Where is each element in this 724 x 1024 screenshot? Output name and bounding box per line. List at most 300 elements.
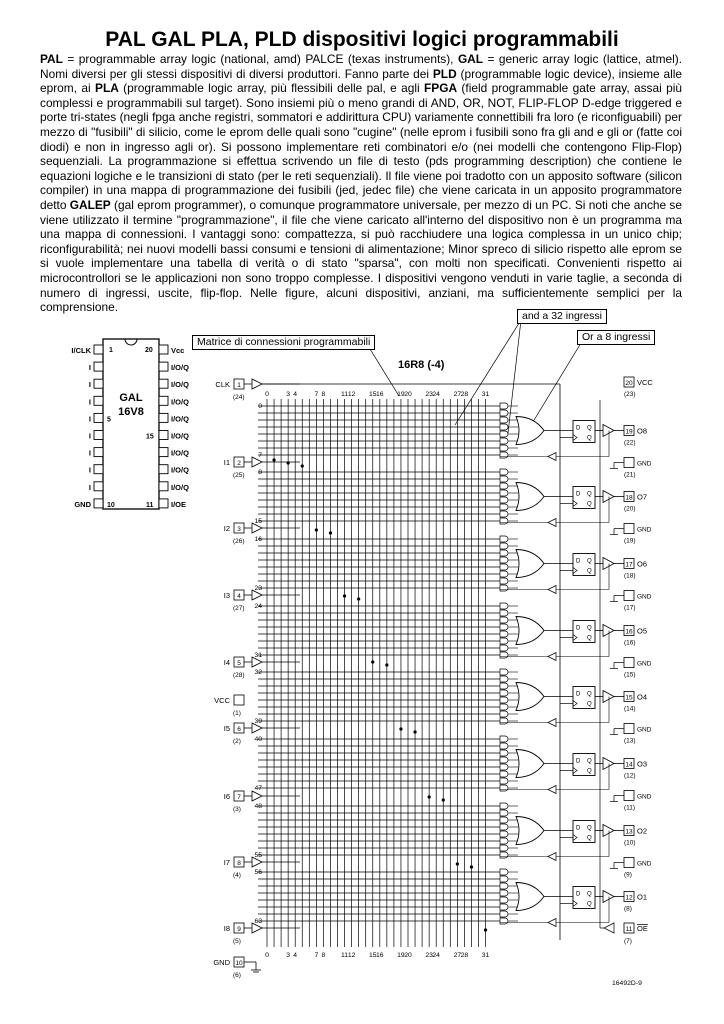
and-gate <box>500 683 508 689</box>
callout-and-leader <box>455 320 521 425</box>
ff-qbar-label: Q <box>587 768 592 775</box>
gnd-pin-box <box>624 658 634 668</box>
oe-pin-number: 11 <box>625 926 633 933</box>
column-label-bottom: 20 <box>404 952 412 959</box>
left-pin-label: GND <box>74 499 91 509</box>
and-gate <box>500 624 508 630</box>
and-gate <box>500 697 508 703</box>
ff-qbar-label: Q <box>587 701 592 708</box>
chip-name: GAL <box>119 392 143 404</box>
ff-d-label: D <box>576 425 581 432</box>
ff-d-label: D <box>576 691 581 698</box>
column-label-top: 4 <box>293 391 298 398</box>
left-pin-label: I/CLK <box>71 346 91 355</box>
and-gate <box>500 410 508 416</box>
right-pin-label: I/O/Q <box>171 414 189 424</box>
d-flip-flop <box>573 421 595 443</box>
ff-d-label: D <box>576 825 581 832</box>
right-pin-label: I/OE <box>171 499 187 509</box>
input-pin-number: 5 <box>237 660 241 667</box>
gnd-pin-label: GND <box>637 460 652 468</box>
and-gate <box>500 876 508 882</box>
and-gate <box>500 778 508 784</box>
ff-d-label: D <box>576 891 581 898</box>
and-gate <box>500 869 508 875</box>
pin-number-10: 10 <box>107 501 115 509</box>
gnd-pin-label: GND <box>637 726 652 734</box>
ff-d-label: D <box>576 758 581 765</box>
and-gate <box>500 511 508 517</box>
column-label-bottom: 3 <box>286 952 291 959</box>
callout-and-gate: and a 32 ingressi <box>517 309 607 324</box>
input-pin-number: 3 <box>237 526 241 533</box>
row-label: 8 <box>258 469 262 476</box>
gnd-pkg-label: (21) <box>624 471 636 479</box>
callout-connection-matrix: Matrice di connessioni programmabili <box>192 335 375 350</box>
or-gate <box>516 550 544 578</box>
row-label: 31 <box>254 652 262 659</box>
output-buffer <box>603 625 614 637</box>
pin-number-15: 15 <box>146 433 154 441</box>
input-pin-number: 1 <box>237 382 241 389</box>
and-gate <box>500 785 508 791</box>
and-gate <box>500 557 508 563</box>
left-pin-label: I <box>88 414 91 424</box>
column-label-top: 24 <box>432 391 440 398</box>
input-pkg-label: (2) <box>233 738 241 745</box>
gnd-pin-box <box>624 591 634 601</box>
and-gate <box>500 676 508 682</box>
row-label: 7 <box>258 452 262 459</box>
left-pin-label: I <box>88 465 91 475</box>
feedback-buffer <box>548 653 556 661</box>
and-gate <box>500 704 508 710</box>
d-flip-flop <box>573 754 595 776</box>
power-pkg-label: (6) <box>233 972 241 979</box>
connection-dot <box>301 464 304 467</box>
and-gate <box>500 897 508 903</box>
and-gate <box>500 578 508 584</box>
ff-q-label: Q <box>587 558 592 565</box>
output-pkg-label: (14) <box>624 705 636 713</box>
d-flip-flop <box>573 554 595 576</box>
vcc-pkg-label: (23) <box>624 391 636 398</box>
gnd-pin-box <box>624 858 634 868</box>
output-name-label: O6 <box>637 559 648 569</box>
output-pkg-label: (18) <box>624 572 636 580</box>
page-title: PAL GAL PLA, PLD dispositivi logici programmabili <box>105 28 619 51</box>
part-number-label: 16R8 (-4) <box>398 359 445 371</box>
input-name-label: I8 <box>223 924 230 933</box>
ff-qbar-label: Q <box>587 635 592 642</box>
right-pin-label: I/O/Q <box>171 363 189 373</box>
power-pkg-label: (1) <box>233 710 241 717</box>
and-gate <box>500 918 508 924</box>
input-pin-number: 7 <box>237 794 241 801</box>
pin-number-1: 1 <box>109 347 113 354</box>
or-gate <box>516 683 544 711</box>
bold-term: PLA <box>95 81 119 96</box>
gnd-pkg-label: (19) <box>624 537 636 545</box>
and-gate <box>500 810 508 816</box>
input-buffer <box>252 791 262 801</box>
and-gate <box>500 645 508 651</box>
bold-term: PAL <box>40 52 63 66</box>
and-gate <box>500 518 508 524</box>
d-flip-flop <box>573 487 595 509</box>
output-pin-number: 17 <box>625 561 633 569</box>
input-pkg-label: (25) <box>233 472 245 479</box>
chip-model: 16V8 <box>118 406 144 418</box>
and-gate <box>500 750 508 756</box>
gnd-pkg-label: (15) <box>624 671 636 679</box>
vcc-name-label: VCC <box>637 378 653 387</box>
right-pin-label: Vcc <box>171 346 185 355</box>
and-gate <box>500 631 508 637</box>
input-pkg-label: (4) <box>233 872 241 879</box>
output-pkg-label: (22) <box>624 439 636 447</box>
output-buffer <box>603 425 614 437</box>
connection-dot <box>385 663 388 666</box>
gnd-pkg-label: (17) <box>624 604 636 612</box>
callout-matrix-leader <box>370 349 399 396</box>
row-label: 0 <box>258 403 262 410</box>
gnd-pin-box <box>624 458 634 468</box>
and-gate <box>500 824 508 830</box>
column-label-bottom: 4 <box>293 952 298 959</box>
connection-dot <box>470 865 473 868</box>
ff-q-label: Q <box>587 425 592 432</box>
input-pkg-label: (24) <box>233 394 245 401</box>
left-pin-label: I <box>88 448 91 458</box>
connection-dot <box>287 461 290 464</box>
input-pkg-label: (5) <box>233 938 241 945</box>
or-gate <box>516 750 544 778</box>
column-label-bottom: 7 <box>314 952 319 959</box>
or-gate <box>516 417 544 445</box>
and-gate <box>500 711 508 717</box>
column-label-top: 8 <box>321 391 326 398</box>
and-gate <box>500 417 508 423</box>
input-pin-number: 2 <box>237 460 241 467</box>
and-gate <box>500 403 508 409</box>
power-pin-box <box>234 695 244 705</box>
feedback-buffer <box>548 786 556 794</box>
and-gate <box>500 831 508 837</box>
column-label-bottom: 19 <box>397 952 405 959</box>
and-gate <box>500 490 508 496</box>
and-gate <box>500 652 508 658</box>
input-name-label: CLK <box>215 380 230 389</box>
column-label-bottom: 28 <box>460 952 469 959</box>
or-gate <box>516 483 544 511</box>
ff-q-label: Q <box>587 625 592 632</box>
ff-qbar-label: Q <box>587 435 592 442</box>
output-buffer <box>603 891 614 903</box>
column-label-bottom: 8 <box>321 952 326 959</box>
and-gate <box>500 431 508 437</box>
input-name-label: I2 <box>223 524 230 533</box>
oe-buffer <box>604 923 614 933</box>
connection-dot <box>442 798 445 801</box>
ff-qbar-label: Q <box>587 835 592 842</box>
output-pkg-label: (8) <box>624 905 632 913</box>
row-label: 63 <box>254 918 262 925</box>
bold-term: GALEP <box>69 197 111 212</box>
column-label-bottom: 0 <box>265 952 269 959</box>
d-flip-flop <box>573 821 595 843</box>
gnd-pin-box <box>624 524 634 534</box>
gnd-pin-label: GND <box>637 793 652 801</box>
right-pin-label: I/O/Q <box>171 380 189 390</box>
gnd-pin-label: GND <box>637 593 652 601</box>
ff-q-label: Q <box>587 891 592 898</box>
connection-dot <box>399 727 402 730</box>
column-label-top: 0 <box>265 391 269 398</box>
pin-number-20: 20 <box>145 347 153 354</box>
output-pin-number: 18 <box>625 494 633 502</box>
bold-term: PLD <box>432 66 457 81</box>
and-gate <box>500 690 508 696</box>
and-gate <box>500 638 508 644</box>
column-label-top: 27 <box>453 391 462 398</box>
column-label-bottom: 27 <box>453 952 462 959</box>
connection-dot <box>428 795 431 798</box>
and-gate <box>500 610 508 616</box>
and-gate <box>500 550 508 556</box>
and-gate <box>500 571 508 577</box>
row-label: 47 <box>254 785 262 792</box>
and-gate <box>500 904 508 910</box>
bold-term: FPGA <box>424 81 458 96</box>
input-name-label: VCC <box>214 696 230 705</box>
input-pin-number: 9 <box>237 926 241 933</box>
output-buffer <box>603 558 614 570</box>
column-label-top: 16 <box>376 391 384 398</box>
column-label-bottom: 23 <box>425 952 433 959</box>
ff-qbar-label: Q <box>587 501 592 508</box>
or-gate <box>516 817 544 845</box>
gnd-pin-label: GND <box>637 860 652 868</box>
output-pin-number: 15 <box>625 694 633 702</box>
column-label-bottom: 11 <box>341 952 349 959</box>
gnd-pin-label: GND <box>637 660 652 668</box>
gnd-pkg-label: (11) <box>624 804 636 812</box>
and-gate <box>500 585 508 591</box>
right-pin-label: I/O/Q <box>171 448 189 458</box>
gnd-pin-label: GND <box>637 526 652 534</box>
right-pin-label: I/O/Q <box>171 397 189 407</box>
column-label-top: 20 <box>404 391 412 398</box>
and-gate <box>500 911 508 917</box>
left-pin-label: I <box>88 482 91 492</box>
and-gate <box>500 617 508 623</box>
input-pkg-label: (27) <box>233 605 245 612</box>
row-label: 32 <box>254 669 262 676</box>
column-label-top: 12 <box>347 391 356 398</box>
and-gate <box>500 852 508 858</box>
output-pin-number: 13 <box>625 828 633 836</box>
connection-dot <box>456 862 459 865</box>
ff-q-label: Q <box>587 491 592 498</box>
output-pin-number: 16 <box>625 628 633 636</box>
right-pin-label: I/O/Q <box>171 465 189 475</box>
and-gate <box>500 469 508 475</box>
column-label-top: 23 <box>425 391 433 398</box>
input-pin-number: 8 <box>237 860 241 867</box>
d-flip-flop <box>573 887 595 909</box>
pin-number-11: 11 <box>146 501 154 509</box>
and-gate <box>500 483 508 489</box>
oe-name-label: OE <box>637 924 648 933</box>
column-label-top: 3 <box>286 391 291 398</box>
and-gate <box>500 504 508 510</box>
column-label-bottom: 12 <box>347 952 356 959</box>
and-gate <box>500 497 508 503</box>
and-gate <box>500 718 508 724</box>
input-name-label: I1 <box>223 458 230 467</box>
connection-dot <box>484 928 487 931</box>
ff-qbar-label: Q <box>587 901 592 908</box>
and-gate <box>500 803 508 809</box>
left-pin-label: I <box>88 397 91 407</box>
output-name-label: O8 <box>637 426 648 436</box>
gnd-pkg-label: (9) <box>624 871 632 879</box>
and-gate <box>500 845 508 851</box>
figure-code: 16492D-9 <box>612 980 642 987</box>
output-pkg-label: (16) <box>624 639 636 647</box>
d-flip-flop <box>573 687 595 709</box>
input-name-label: GND <box>213 958 230 967</box>
feedback-buffer <box>548 919 556 927</box>
and-gate <box>500 743 508 749</box>
and-gate <box>500 543 508 549</box>
or-gate <box>516 617 544 645</box>
input-name-label: I3 <box>223 591 230 600</box>
column-label-top: 11 <box>341 391 349 398</box>
input-name-label: I6 <box>223 792 230 801</box>
and-gate <box>500 764 508 770</box>
feedback-buffer <box>548 586 556 594</box>
and-gate <box>500 476 508 482</box>
input-buffer <box>252 379 262 389</box>
and-gate <box>500 564 508 570</box>
left-pin-label: I <box>88 363 91 373</box>
output-pin-number: 12 <box>625 894 633 902</box>
or-gate <box>516 883 544 911</box>
column-label-bottom: 15 <box>368 952 377 959</box>
ff-qbar-label: Q <box>587 568 592 575</box>
and-gate <box>500 883 508 889</box>
input-pin-number: 4 <box>237 593 241 600</box>
connection-dot <box>343 594 346 597</box>
column-label-bottom: 16 <box>376 952 384 959</box>
row-label: 56 <box>254 869 262 876</box>
and-gate <box>500 890 508 896</box>
output-name-label: O7 <box>637 492 648 502</box>
and-gate <box>500 669 508 675</box>
output-buffer <box>603 825 614 837</box>
input-pkg-label: (3) <box>233 806 241 813</box>
bold-term: GAL <box>457 52 484 66</box>
left-pin-label: I <box>88 431 91 441</box>
output-name-label: O5 <box>637 626 648 636</box>
and-gate <box>500 536 508 542</box>
ff-q-label: Q <box>587 758 592 765</box>
feedback-buffer <box>548 453 556 461</box>
column-label-top: 31 <box>481 391 490 398</box>
input-name-label: I5 <box>223 724 230 733</box>
column-label-bottom: 24 <box>432 952 440 959</box>
input-pkg-label: (26) <box>233 538 245 545</box>
row-label: 48 <box>254 803 262 810</box>
row-label: 16 <box>254 536 262 543</box>
output-pkg-label: (20) <box>624 505 636 513</box>
gnd-pin-box <box>624 724 634 734</box>
and-gate <box>500 817 508 823</box>
output-pin-number: 19 <box>625 428 633 436</box>
ff-d-label: D <box>576 558 581 565</box>
and-gate <box>500 838 508 844</box>
oe-pkg-label: (7) <box>624 938 632 945</box>
ff-q-label: Q <box>587 691 592 698</box>
input-name-label: I4 <box>223 658 230 667</box>
output-buffer <box>603 758 614 770</box>
column-label-top: 7 <box>314 391 319 398</box>
callout-or-leader <box>528 343 581 430</box>
feedback-buffer <box>548 853 556 861</box>
output-name-label: O2 <box>637 826 648 836</box>
column-label-bottom: 31 <box>481 952 490 959</box>
body-paragraph: PAL = programmable array logic (national, amd) PALCE (texas instruments), GAL = generic array logic (lattice, atmel). Nomi diversi per gli stessi dispositivi di diversi produttori. Fanno parte dei PLD (programmable logic device), insieme alle eprom, ai PLA (programmable logic array, più flessibili delle pal, e agli FPGA (field programmable gate array, assai più complessi e programmabili sul target). Sono insiemi più o meno grandi di AND, OR, NOT, FLIP-FLOP D-edge triggered e porte tri-states (negli fpga anche registri, sommatori e addirittura CPU) variamente connettibili fra loro (e riconfiguabili) per mezzo di "fusibili" di silicio, come le eprom delle quali sono "cugine" (nelle eprom i fusibili sono fra gli and e gli or (fatte coi diodi) e non in ingresso agli or). Si possono implementare reti combinatori e/o (nei modelli che contengono Flip-Flop) sequenziali. La programmazione si effettua scrivendo un file di testo (pds programming description) che contiene le equazioni logiche e le transizioni di stato (per le reti sequenziali). Il file viene poi tradotto con un apposito software (silicon compiler) in una mappa di programmazione dei fusibili (jed, jedec file) che viene caricata in un apposito programmatore detto GALEP (gal eprom programmer), o comunque programmatore universale, per mezzo di un PC. Si noti che anche se viene utilizzato il termine "programmazione", il file che viene caricato all'interno del dispositivo non è un programma ma una mappa di connessioni. I vantaggi sono: compattezza, si può racchiudere una logica complessa in un unico chip; riconfigurabilità; nei nuovi modelli bassi consumi e tensioni di alimentazione; Minor spreco di silicio rispetto alle eprom se si vuole implementare una tabella di verità o di stato "sparsa", con molti non specificati. Convenienti rispetto ai microcontrollori se le applicazioni non sono troppo complesse. I dispositivi vengono venduti in varie taglie, a seconda di numero di ingressi, uscite, flip-flop. Nelle figure, alcuni dispositivi, anziani, ma sufficientemente semplici per la comprensione. <box>40 52 682 315</box>
and-gate <box>500 438 508 444</box>
output-name-label: O3 <box>637 759 648 769</box>
and-gate <box>500 771 508 777</box>
output-pkg-label: (10) <box>624 839 636 847</box>
connection-dot <box>272 458 275 461</box>
row-label: 55 <box>254 852 262 859</box>
input-name-label: I7 <box>223 858 230 867</box>
output-buffer <box>603 491 614 503</box>
gnd-pkg-label: (13) <box>624 737 636 745</box>
power-pin-number: 10 <box>235 960 243 967</box>
output-name-label: O1 <box>637 892 648 902</box>
input-pin-number: 6 <box>237 726 241 733</box>
vcc-pin-number: 20 <box>625 380 633 387</box>
connection-dot <box>329 531 332 534</box>
and-gate <box>500 452 508 458</box>
row-label: 23 <box>254 585 262 592</box>
ff-q-label: Q <box>587 825 592 832</box>
connection-dot <box>357 597 360 600</box>
row-label: 39 <box>254 718 262 725</box>
connection-dot <box>315 528 318 531</box>
row-label: 24 <box>254 603 262 610</box>
connection-dot <box>371 660 374 663</box>
connection-dot <box>413 730 416 733</box>
and-gate <box>500 424 508 430</box>
output-buffer <box>603 691 614 703</box>
column-label-top: 19 <box>397 391 405 398</box>
gnd-pin-box <box>624 791 634 801</box>
pin-number-5: 5 <box>107 416 111 424</box>
and-gate <box>500 736 508 742</box>
ff-d-label: D <box>576 491 581 498</box>
d-flip-flop <box>573 621 595 643</box>
and-gate <box>500 445 508 451</box>
column-label-top: 28 <box>460 391 469 398</box>
column-label-top: 15 <box>368 391 377 398</box>
